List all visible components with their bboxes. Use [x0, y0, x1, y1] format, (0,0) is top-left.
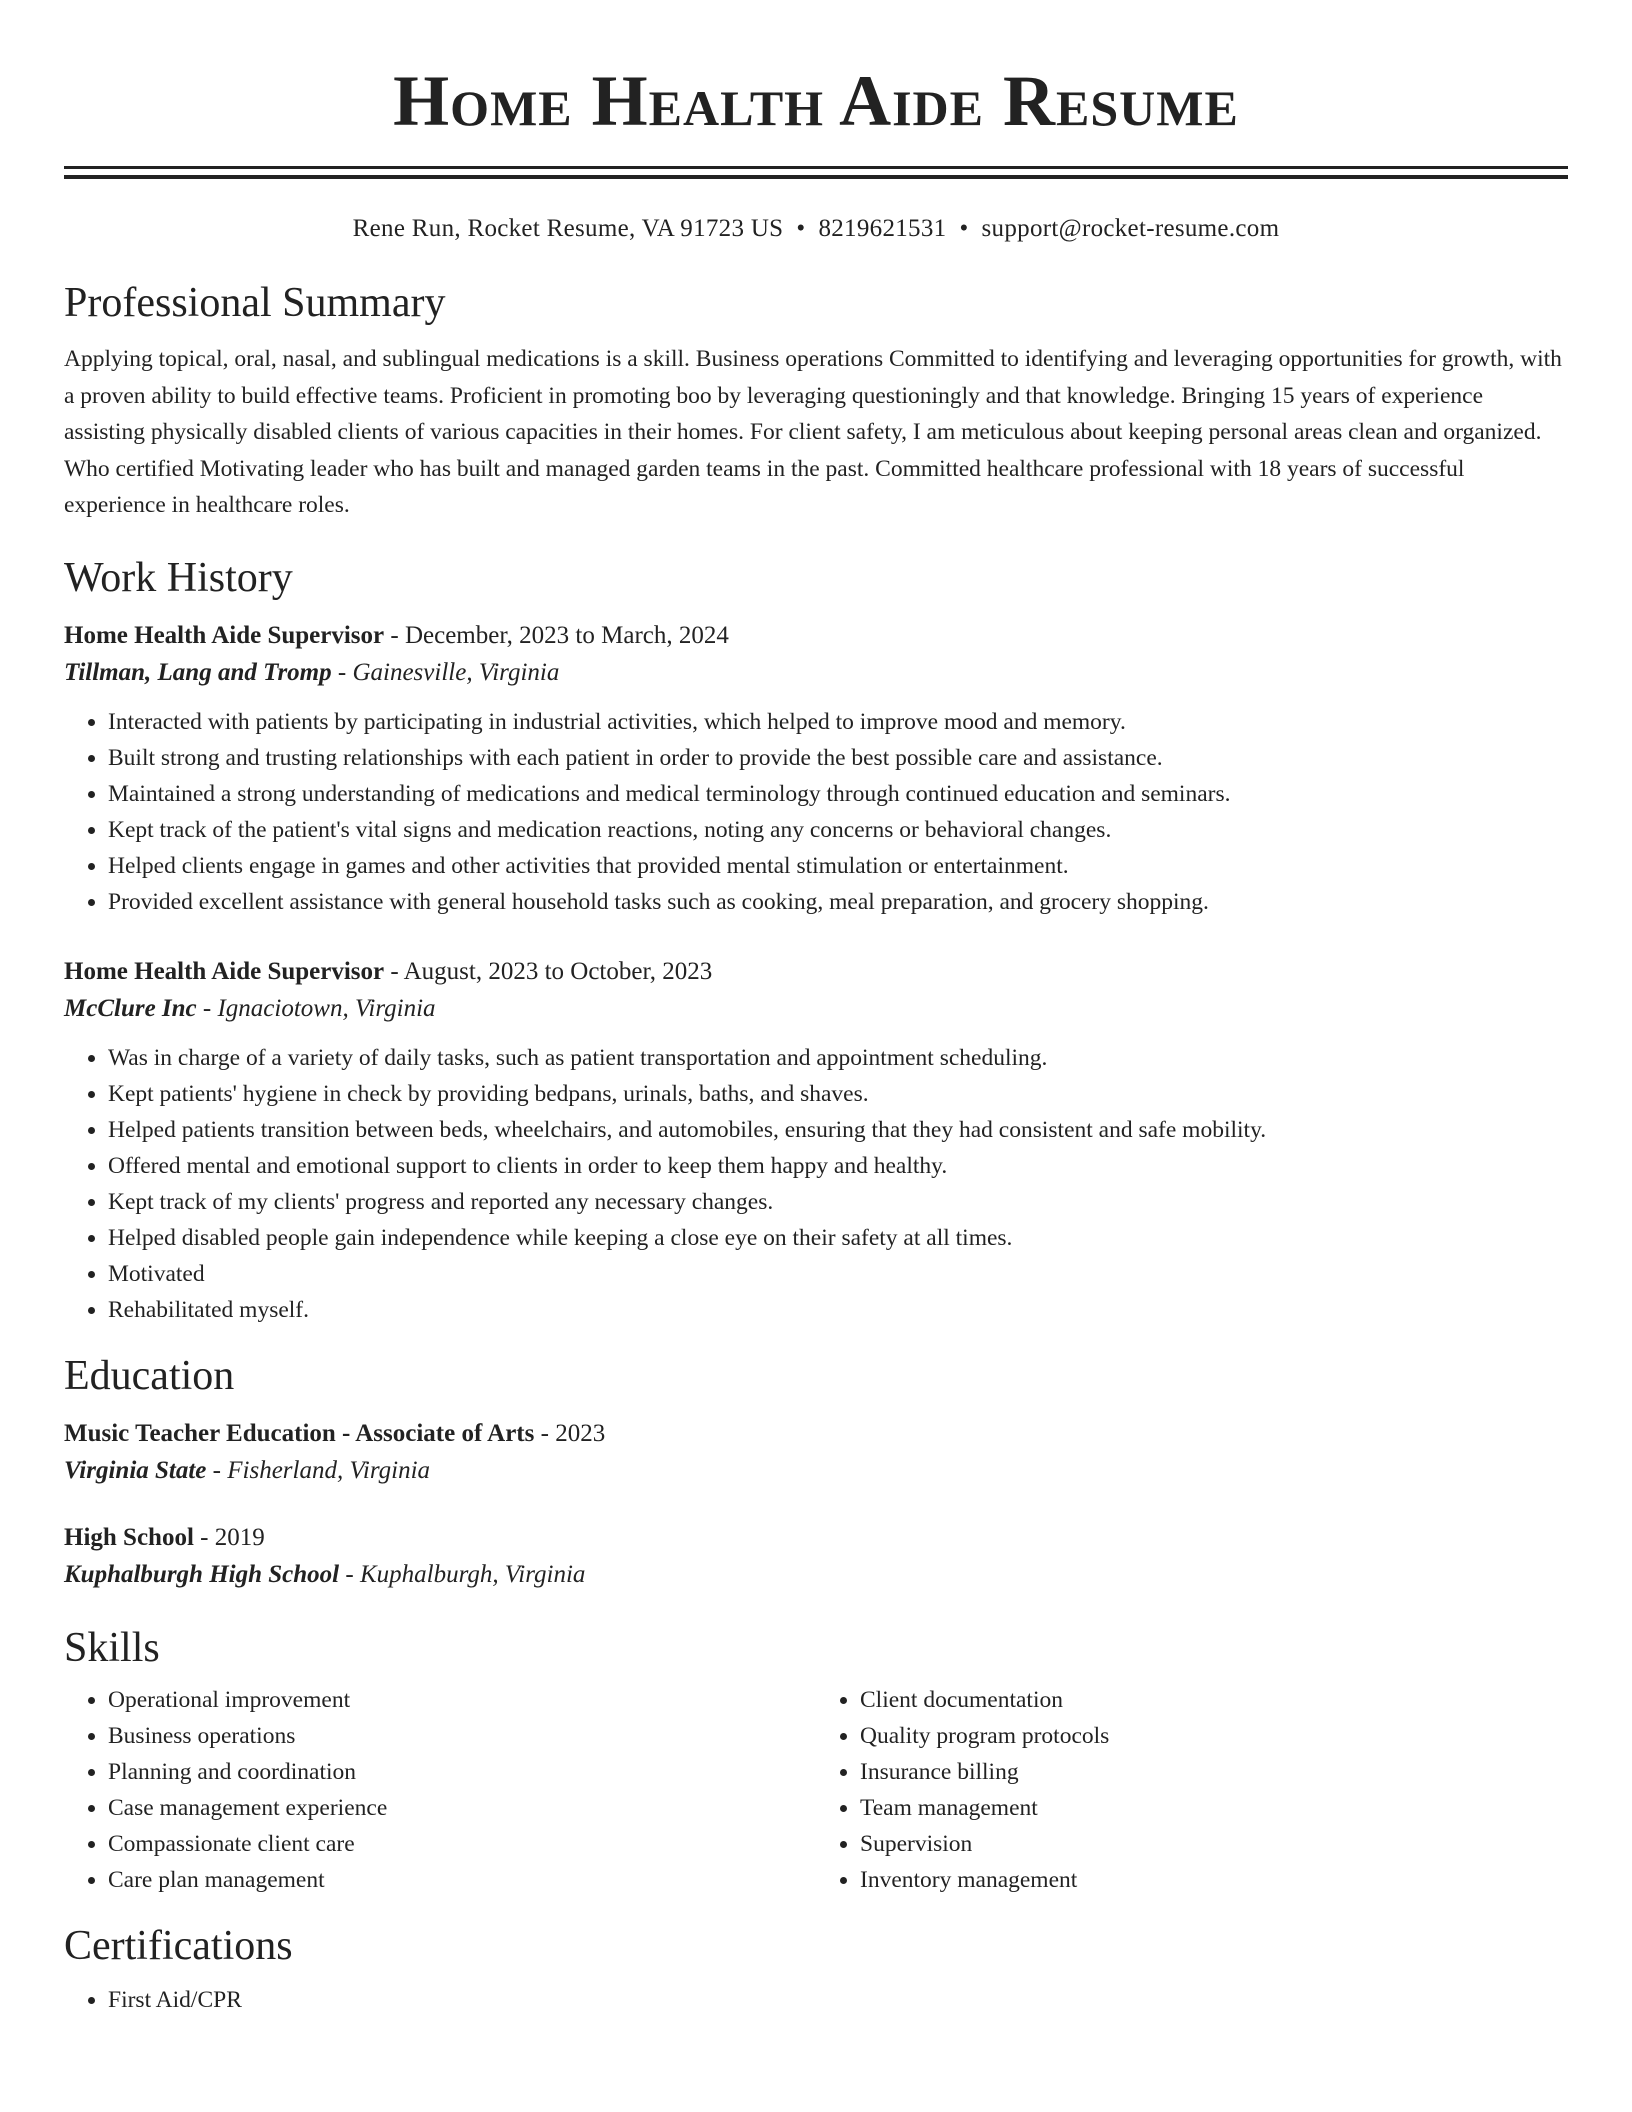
job-dates: - August, 2023 to October, 2023 [384, 957, 713, 985]
company-name: Tillman, Lang and Tromp [64, 658, 332, 686]
title-divider-top [64, 166, 1568, 169]
job-header [64, 618, 1568, 654]
list-item: • Rehabilitated myself. [108, 1292, 1568, 1328]
education-heading: Education [64, 1352, 235, 1399]
list-item: • Business operations [108, 1718, 816, 1754]
list-item: • Motivated [108, 1256, 1568, 1292]
job-title: Home Health Aide Supervisor [64, 621, 385, 649]
list-item: • Kept patients' hygiene in check by providing bedpans, urinals, baths, and shaves. [108, 1076, 1568, 1112]
list-item: • Kept track of my clients' progress and reported any necessary changes. [108, 1184, 1568, 1220]
list-item: • Interacted with patients by participating in industrial activities, which helped to improve mood and memory. [108, 704, 1568, 740]
list-item: • Helped patients transition between beds, wheelchairs, and automobiles, ensuring that they had consistent and safe mobility. [108, 1112, 1568, 1148]
list-item: • Compassionate client care [108, 1826, 816, 1862]
list-item: • Was in charge of a variety of daily tasks, such as patient transportation and appointment scheduling. [108, 1040, 1568, 1076]
contact-separator: • [959, 215, 969, 242]
list-item: • Case management experience [108, 1790, 816, 1826]
company-location: - Ignaciotown, Virginia [196, 994, 436, 1022]
graduation-year: - 2023 [534, 1419, 606, 1447]
list-item: • Supervision [860, 1826, 1568, 1862]
certifications-list [64, 1982, 1568, 2018]
skills-column-right [816, 1682, 1568, 1898]
job-bullets [64, 704, 1568, 920]
list-item: • Care plan management [108, 1862, 816, 1898]
list-item: • Helped disabled people gain independence while keeping a close eye on their safety at all times. [108, 1220, 1568, 1256]
education-header [64, 1520, 1568, 1556]
resume-page [64, 0, 1568, 2018]
job-bullets [64, 1040, 1568, 1328]
contact-phone: 8219621531 [818, 215, 947, 242]
list-item: • Offered mental and emotional support to clients in order to keep them happy and healthy. [108, 1148, 1568, 1184]
contact-email: support@rocket-resume.com [981, 215, 1280, 242]
job-header [64, 954, 1568, 990]
school-name: Virginia State [64, 1456, 207, 1484]
school-location: - Kuphalburgh, Virginia [339, 1560, 586, 1588]
job-employer [64, 654, 1568, 692]
list-item: • Inventory management [860, 1862, 1568, 1898]
list-item: • Kept track of the patient's vital signs and medication reactions, noting any concerns or behavioral changes. [108, 812, 1568, 848]
skills-column-left [64, 1682, 816, 1898]
list-item: • Client documentation [860, 1682, 1568, 1718]
page-title: Home Health Aide Resume [393, 61, 1239, 141]
school-name: Kuphalburgh High School [64, 1560, 340, 1588]
list-item: • Insurance billing [860, 1754, 1568, 1790]
list-item: • First Aid/CPR [108, 1982, 1568, 2018]
contact-line [64, 213, 1568, 245]
title-divider-bottom [64, 175, 1568, 179]
graduation-year: - 2019 [193, 1523, 265, 1551]
list-item: • Quality program protocols [860, 1718, 1568, 1754]
education-school [64, 1452, 1568, 1490]
degree-name: High School [64, 1523, 194, 1551]
summary-heading: Professional Summary [64, 280, 446, 326]
list-item: • Built strong and trusting relationships with each patient in order to provide the best possible care and assistance. [108, 740, 1568, 776]
job-employer [64, 990, 1568, 1028]
list-item: • Team management [860, 1790, 1568, 1826]
list-item: • Helped clients engage in games and other activities that provided mental stimulation or entertainment. [108, 848, 1568, 884]
skills-heading: Skills [64, 1624, 160, 1671]
education-school [64, 1556, 1568, 1594]
degree-name: Music Teacher Education - Associate of Arts [64, 1419, 535, 1447]
job-dates: - December, 2023 to March, 2024 [384, 621, 729, 649]
list-item: • Provided excellent assistance with general household tasks such as cooking, meal preparation, and grocery shopping. [108, 884, 1568, 920]
summary-text: Applying topical, oral, nasal, and sublingual medications is a skill. Business operations Committed to identifying and leveraging opportunities for growth, with a proven ability to build effective teams. Proficient in promoting boo by leveraging questioningly and that knowledge. Bringing 15 years of experience assisting physically disabled clients of various capacities in their homes. For client safety, I am meticulous about keeping personal areas clean and organized. Who certified Motivating leader who has built and managed garden teams in the past. Committed healthcare professional with 18 years of successful experience in healthcare roles. [64, 346, 1562, 518]
list-item: • Operational improvement [108, 1682, 816, 1718]
contact-separator: • [796, 215, 806, 242]
work-history-heading: Work History [64, 554, 293, 601]
skills-grid [64, 1682, 1568, 1898]
job-title: Home Health Aide Supervisor [64, 957, 385, 985]
list-item: • Maintained a strong understanding of medications and medical terminology through continued education and seminars. [108, 776, 1568, 812]
education-header [64, 1416, 1568, 1452]
company-name: McClure Inc [64, 994, 197, 1022]
school-location: - Fisherland, Virginia [206, 1456, 431, 1484]
contact-address: Rene Run, Rocket Resume, VA 91723 US [352, 215, 784, 242]
company-location: - Gainesville, Virginia [331, 658, 560, 686]
certifications-heading: Certifications [64, 1922, 293, 1969]
list-item: • Planning and coordination [108, 1754, 816, 1790]
